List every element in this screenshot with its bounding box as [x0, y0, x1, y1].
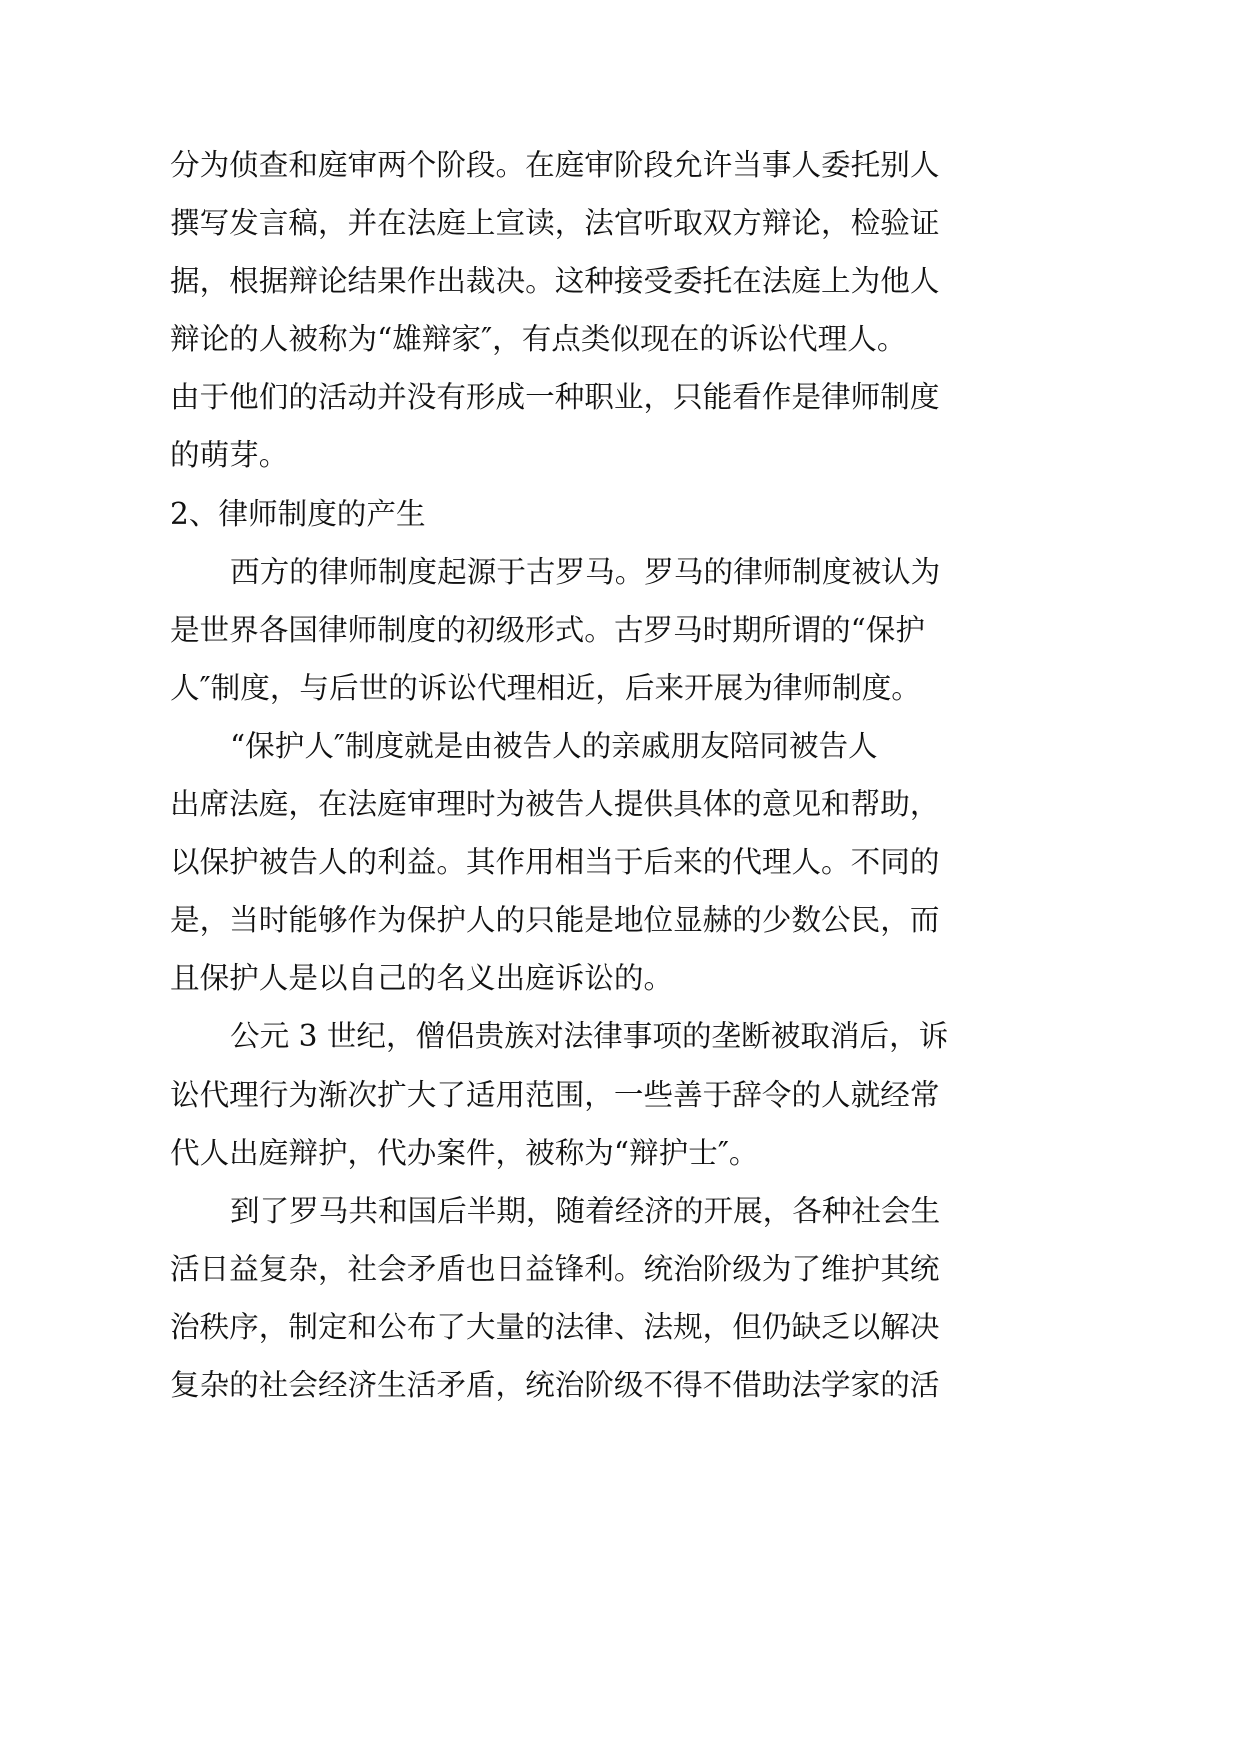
- paragraph-line: 复杂的社会经济生活矛盾，统治阶级不得不借助法学家的活: [170, 1367, 940, 1402]
- section-heading-block: [170, 485, 970, 543]
- paragraph-line: 出席法庭，在法庭审理时为被告人提供具体的意见和帮助，: [170, 787, 940, 822]
- paragraph-line: 是世界各国律师制度的初级形式。古罗马时期所谓的“保护: [170, 612, 925, 647]
- intro-paragraph-line: 分为侦查和庭审两个阶段。在庭审阶段允许当事人委托别人: [170, 148, 940, 182]
- section-heading: 2、律师制度的产生: [170, 496, 426, 531]
- paragraph-line: 讼代理行为渐次扩大了适用范围，一些善于辞令的人就经常: [170, 1077, 940, 1112]
- paragraph-late-republic: [170, 1182, 970, 1414]
- paragraph-origin-rome: [170, 543, 970, 717]
- paragraph-line: 是，当时能够作为保护人的只能是地位显赫的少数公民，而: [170, 903, 940, 938]
- intro-paragraph-line: 由于他们的活动并没有形成一种职业，只能看作是律师制度: [170, 380, 940, 415]
- intro-paragraph-line: 的萌芽。: [170, 438, 289, 473]
- paragraph-line: 活日益复杂，社会矛盾也日益锋利。统治阶级为了维护其统: [170, 1251, 940, 1286]
- paragraph-line: 代人出庭辩护，代办案件，被称为“辩护士″。: [170, 1135, 759, 1170]
- paragraph-line: “保护人″制度就是由被告人的亲戚朋友陪同被告人: [230, 728, 878, 763]
- paragraph-line: 以保护被告人的利益。其作用相当于后来的代理人。不同的: [170, 845, 940, 880]
- paragraph-protector-system: [170, 717, 970, 1007]
- document-body: [170, 136, 970, 1414]
- paragraph-third-century: [170, 1007, 970, 1181]
- intro-paragraph-line: 辩论的人被称为“雄辩家″，有点类似现在的诉讼代理人。: [170, 322, 907, 357]
- paragraph-line: 治秩序，制定和公布了大量的法律、法规，但仍缺乏以解决: [170, 1309, 940, 1344]
- paragraph-line: 人″制度，与后世的诉讼代理相近，后来开展为律师制度。: [170, 670, 921, 705]
- paragraph-line: 公元 3 世纪，僧侣贵族对法律事项的垄断被取消后，诉: [230, 1019, 949, 1054]
- intro-paragraph-line: 撰写发言稿，并在法庭上宣读，法官听取双方辩论，检验证: [170, 206, 940, 241]
- paragraph-line: 到了罗马共和国后半期，随着经济的开展，各种社会生: [230, 1193, 941, 1228]
- intro-paragraph: [170, 136, 970, 485]
- intro-paragraph-line: 据，根据辩论结果作出裁决。这种接受委托在法庭上为他人: [170, 264, 940, 299]
- paragraph-line: 且保护人是以自己的名义出庭诉讼的。: [170, 961, 674, 996]
- paragraph-line: 西方的律师制度起源于古罗马。罗马的律师制度被认为: [230, 554, 941, 589]
